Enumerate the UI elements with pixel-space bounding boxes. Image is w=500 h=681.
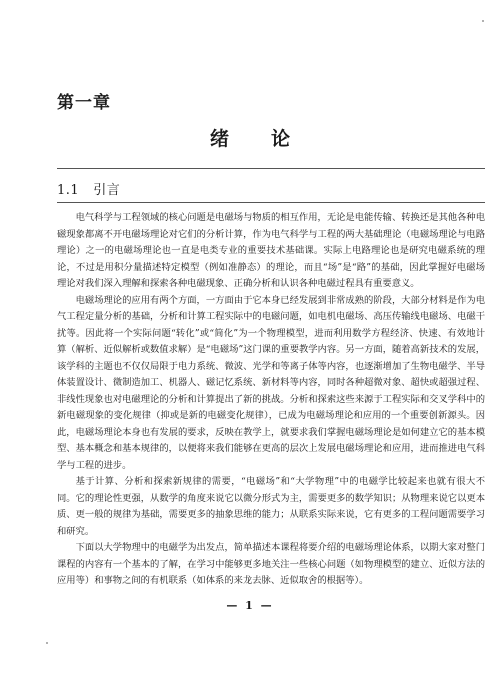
chapter-title: 绪论	[209, 128, 332, 150]
section-rule-bottom	[57, 202, 485, 203]
scan-speck	[482, 20, 484, 22]
paragraph: 下面以大学物理中的电磁学为出发点，简单描述本课程将要介绍的电磁场理论体系，以期大家对整门课程的内容有一个基本的了解，在学习中能够更多地关注一些核心问题（如物理模型的建立、近似方法的应用等）和事物之间的有机联系（如体系的来龙去脉、近似取舍的根据等）。	[57, 542, 485, 586]
chapter-label: 第一章	[57, 93, 111, 113]
section-heading	[57, 179, 120, 198]
section-title: 引言	[93, 183, 121, 198]
body-text	[57, 210, 485, 590]
paragraph: 电气科学与工程领域的核心问题是电磁场与物质的相互作用，无论是电能传输、转换还是其他各种电磁现象都离不开电磁场理论对它们的分析计算，作为电气科学与工程的两大基础理论（电磁场理论与电路理论）之一的电磁场理论也一直是电类专业的重要技术基础课。实际上电路理论也是研究电磁系统的理论，不过是用积分量描述特定模型（例如准静态）的理论，而且“场”是“路”的基础，因此掌握好电磁场理论对我们深入理解和探索各种电磁现象、正确分析和认识各种电磁过程具有重要意义。	[57, 212, 485, 289]
page-number: — 1 —	[226, 599, 274, 612]
section-rule-top	[57, 168, 485, 169]
paragraph: 基于计算、分析和探索新规律的需要，“电磁场”和“大学物理”中的电磁学比较起来也就有很大不同。它的理论性更强，从数学的角度来说它以微分形式为主，需要更多的数学知识；从物理来说它以更本质、更一般的规律为基础，需要更多的抽象思维的能力；从联系实际来说，它有更多的工程问题需要学习和研究。	[57, 476, 485, 537]
paragraph: 电磁场理论的应用有两个方面，一方面由于它本身已经发展到非常成熟的阶段，大部分材料是作为电气工程定量分析的基础，分析和计算工程实际中的电磁问题，如电机电磁场、高压传输线电磁场、电磁干扰等。因此将一个实际问题“转化”或“简化”为一个物理模型，进而利用数学方程经济、快速、有效地计算（解析、近似解析或数值求解）是“电磁场”这门课的重要教学内容。另一方面，随着高新技术的发展，该学科的主题也不仅仅局限于电力系统、微波、光学和等离子体等内容，也逐渐增加了生物电磁学、半导体装置设计、微制造加工、机器人、磁记忆系统、新材料等内容，同时各种超微对象、超快或超强过程、非线性现象也对电磁理论的分析和计算提出了新的挑战。分析和探索这些来源于工程实际和交叉学科中的新电磁现象的变化规律（抑或是新的电磁变化规律），已成为电磁场理论和应用的一个重要创新源头。因此，电磁场理论本身也有发展的要求，反映在教学上，就要求我们掌握电磁场理论是如何建立它的基本模型、基本概念和基本规律的，以便将来我们能够在更高的层次上发展电磁场理论和应用，进而推进电气科学与工程的进步。	[57, 294, 485, 471]
scan-speck	[46, 642, 48, 644]
section-number: 1.1	[57, 183, 80, 198]
